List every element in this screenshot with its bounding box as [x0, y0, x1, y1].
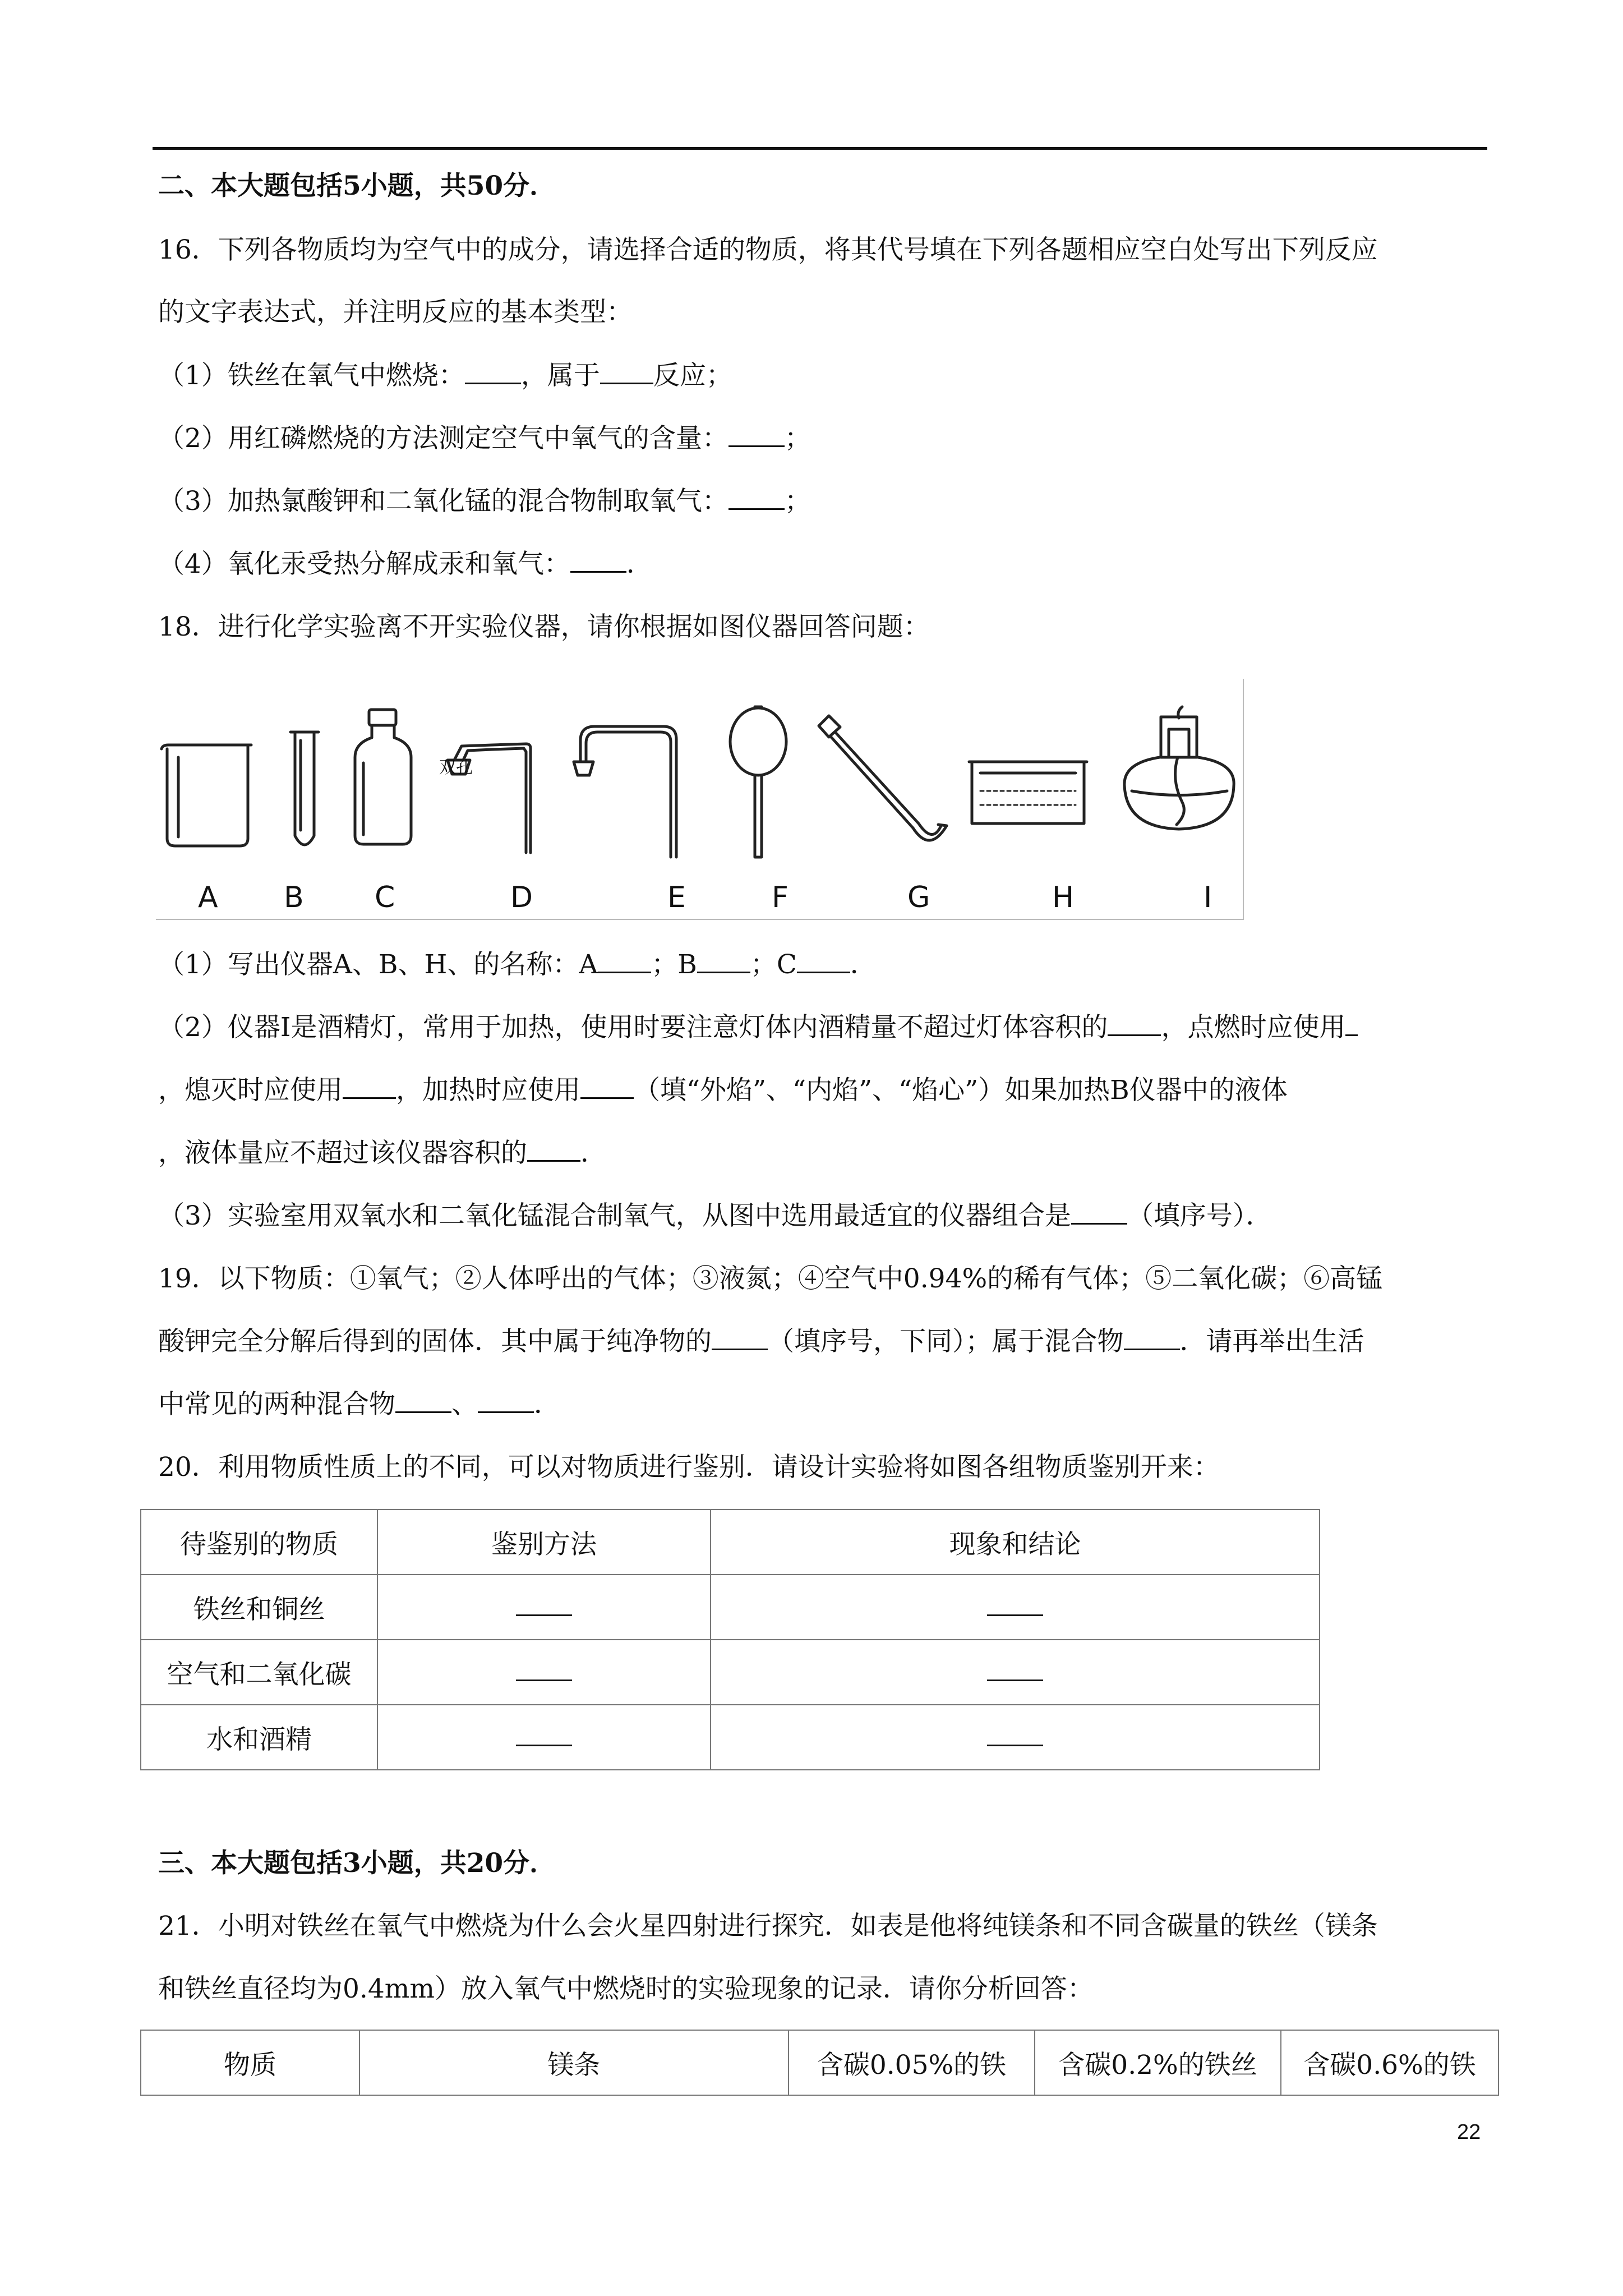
table-header-cell: 鉴别方法 — [377, 1510, 711, 1575]
answer-blank[interactable] — [987, 1723, 1043, 1746]
q18-sub3-text-a: （3）实验室用双氧水和二氧化锰混合制氧气，从图中选用最适宜的仪器组合是 — [158, 1200, 1071, 1231]
answer-blank[interactable] — [516, 1658, 572, 1681]
q19-line2-text-a: 酸钾完全分解后得到的固体．其中属于纯净物的 — [158, 1326, 712, 1357]
figure-label-c: C — [375, 881, 395, 914]
trough-icon — [969, 762, 1087, 823]
q16-part2 — [158, 421, 811, 457]
figure-label-e: E — [667, 881, 686, 914]
section2-heading: 二、本大题包括5小题，共50分． — [158, 171, 556, 201]
answer-blank[interactable] — [1108, 1012, 1161, 1036]
table-row — [141, 1575, 1320, 1640]
answer-blank[interactable] — [1345, 1012, 1358, 1036]
q16-part3 — [158, 484, 811, 519]
method-cell — [377, 1575, 711, 1640]
answer-blank[interactable] — [516, 1723, 572, 1746]
substance-cell: 水和酒精 — [141, 1705, 377, 1770]
q19-line3-text-c: ． — [534, 1389, 560, 1420]
q16-part1-text-a: （1）铁丝在氧气中燃烧： — [158, 360, 465, 391]
q16-part4-text-b: ． — [626, 549, 653, 579]
substance-cell: 空气和二氧化碳 — [141, 1640, 377, 1705]
answer-blank[interactable] — [600, 360, 653, 384]
q18-line1: 18．进行化学实验离不开实验仪器，请你根据如图仪器回答问题： — [158, 611, 930, 642]
answer-blank[interactable] — [516, 1593, 572, 1616]
table-row — [141, 1705, 1320, 1770]
gas-bottle-icon — [355, 710, 411, 844]
answer-blank[interactable] — [527, 1138, 580, 1162]
figure-label-a: A — [198, 881, 218, 914]
q16-part1-text-b: ，属于 — [520, 360, 600, 391]
answer-blank[interactable] — [697, 949, 750, 973]
q18-sub2-text-a: （2）仪器I是酒精灯，常用于加热，使用时要注意灯体内酒精量不超过灯体容积的 — [158, 1012, 1108, 1043]
substance-cell: 铁丝和铜丝 — [141, 1575, 377, 1640]
dropper-icon — [819, 716, 947, 840]
section3-heading: 三、本大题包括3小题，共20分． — [158, 1848, 556, 1879]
q19-line2-text-c: ．请再举出生活 — [1179, 1326, 1364, 1357]
funnel-icon — [730, 707, 786, 857]
q18-sub2-line1 — [158, 1010, 1358, 1046]
combustion-table — [140, 2030, 1499, 2096]
apparatus-drawing — [156, 679, 1244, 920]
table-header-cell: 待鉴别的物质 — [141, 1510, 377, 1575]
answer-blank[interactable] — [465, 360, 521, 384]
q16-part3-text-a: （3）加热氯酸钾和二氧化锰的混合物制取氧气： — [158, 486, 728, 517]
q19-line3 — [158, 1387, 560, 1423]
header-rule — [153, 147, 1487, 150]
answer-blank[interactable] — [570, 549, 626, 573]
answer-blank[interactable] — [478, 1389, 534, 1413]
q19-line3-text-a: 中常见的两种混合物 — [158, 1389, 395, 1420]
answer-blank[interactable] — [987, 1658, 1043, 1681]
answer-blank[interactable] — [987, 1593, 1043, 1616]
method-cell — [377, 1705, 711, 1770]
q18-sub2-line3 — [158, 1135, 607, 1171]
q21-line2: 和铁丝直径均为0.4mm）放入氧气中燃烧时的实验现象的记录．请你分析回答： — [158, 1973, 1094, 2004]
alcohol-lamp-icon — [1124, 707, 1234, 829]
table-header-row — [141, 2030, 1498, 2095]
q16-part2-text-b: ； — [784, 423, 811, 454]
result-cell — [711, 1640, 1320, 1705]
q19-line2-text-b: （填序号，下同）；属于混合物 — [768, 1326, 1124, 1357]
q18-sub2-text-e: （填“外焰”、“内焰”、“焰心”）如果加热B仪器中的液体 — [634, 1075, 1288, 1106]
q18-sub1-text-d: ． — [850, 949, 877, 980]
method-cell — [377, 1640, 711, 1705]
identification-table — [140, 1509, 1320, 1770]
q16-part1 — [158, 358, 732, 394]
figure-label-b: B — [284, 881, 304, 914]
table-header-cell: 物质 — [141, 2030, 359, 2095]
answer-blank[interactable] — [343, 1075, 396, 1099]
table-header-row — [141, 1510, 1320, 1575]
table-header-cell: 含碳0.05%的铁 — [789, 2030, 1035, 2095]
q16-part4-text-a: （4）氧化汞受热分解成汞和氧气： — [158, 549, 570, 579]
table-header-cell: 现象和结论 — [711, 1510, 1320, 1575]
q18-sub1-text-c: ；C — [750, 949, 797, 980]
q16-part2-text-a: （2）用红磷燃烧的方法测定空气中氧气的含量： — [158, 423, 728, 454]
q18-sub1-text-b: ；B — [651, 949, 697, 980]
figure-label-f: F — [772, 881, 789, 914]
q18-sub3 — [158, 1198, 1272, 1234]
table-header-cell: 含碳0.2%的铁丝 — [1035, 2030, 1281, 2095]
two-hole-label: 双孔 — [439, 758, 473, 777]
q18-sub2-text-c: ，熄灭时应使用 — [158, 1075, 343, 1106]
q18-sub1 — [158, 947, 877, 983]
answer-blank[interactable] — [712, 1326, 768, 1350]
q18-sub2-text-b: ，点燃时应使用 — [1161, 1012, 1346, 1043]
test-tube-icon — [291, 732, 319, 845]
answer-blank[interactable] — [580, 1075, 634, 1099]
q18-sub1-text-a: （1）写出仪器A、B、H、的名称：A — [158, 949, 598, 980]
q20-line1: 20．利用物质性质上的不同，可以对物质进行鉴别．请设计实验将如图各组物质鉴别开来： — [158, 1452, 1220, 1483]
page-number: 22 — [1457, 2120, 1481, 2144]
q19-line1: 19．以下物质：①氧气；②人体呼出的气体；③液氮；④空气中0.94%的稀有气体；⑤二氧化碳；⑥高锰 — [158, 1263, 1383, 1294]
q18-sub2-text-f: ，液体量应不超过该仪器容积的 — [158, 1138, 527, 1168]
q19-line3-text-b: 、 — [451, 1389, 478, 1420]
q21-line1: 21．小明对铁丝在氧气中燃烧为什么会火星四射进行探究．如表是他将纯镁条和不同含碳量的铁丝（镁条 — [158, 1911, 1378, 1941]
q16-part1-text-c: 反应； — [653, 360, 732, 391]
q16-line1: 16．下列各物质均为空气中的成分，请选择合适的物质，将其代号填在下列各题相应空白处写出下列反应 — [158, 234, 1378, 265]
q18-sub2-text-d: ，加热时应使用 — [396, 1075, 580, 1106]
answer-blank[interactable] — [728, 423, 785, 447]
q16-line2: 的文字表达式，并注明反应的基本类型： — [158, 297, 633, 328]
q18-sub2-text-g: ． — [580, 1138, 607, 1168]
table-header-cell: 镁条 — [359, 2030, 789, 2095]
delivery-tube-icon — [574, 726, 676, 857]
table-header-cell: 含碳0.6%的铁 — [1281, 2030, 1498, 2095]
answer-blank[interactable] — [598, 949, 651, 973]
answer-blank[interactable] — [728, 486, 785, 510]
answer-blank[interactable] — [797, 949, 850, 973]
figure-label-d: D — [510, 881, 533, 914]
table-row — [141, 1640, 1320, 1705]
figure-label-g: G — [907, 881, 930, 914]
result-cell — [711, 1575, 1320, 1640]
figure-label-i: I — [1204, 881, 1212, 914]
beaker-icon — [162, 745, 251, 846]
q16-part4 — [158, 546, 653, 582]
figure-label-h: H — [1052, 881, 1075, 914]
answer-blank[interactable] — [1124, 1326, 1180, 1350]
q18-sub2-line2 — [158, 1073, 1288, 1108]
answer-blank[interactable] — [1071, 1200, 1127, 1225]
q18-sub3-text-b: （填序号）． — [1127, 1200, 1272, 1231]
apparatus-figure — [156, 679, 1244, 920]
q16-part3-text-b: ； — [784, 486, 811, 517]
answer-blank[interactable] — [395, 1389, 451, 1413]
result-cell — [711, 1705, 1320, 1770]
q19-line2 — [158, 1324, 1364, 1360]
